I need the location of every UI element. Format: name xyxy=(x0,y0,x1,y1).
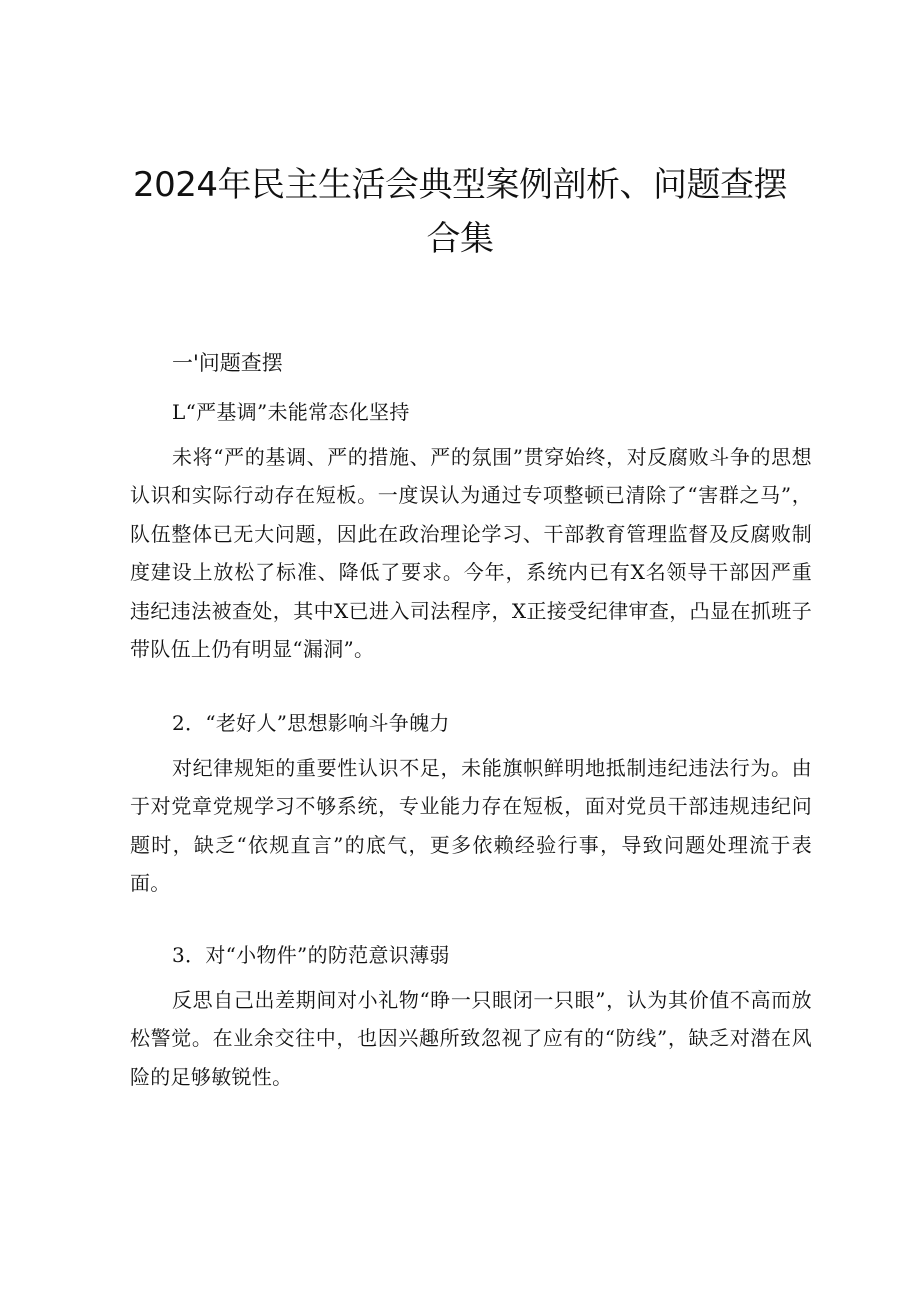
document-title xyxy=(110,158,810,266)
item-paragraph-3: 反思自己出差期间对小礼物“睁一只眼闭一只眼”，认为其价值不高而放松警觉。在业余交往中，也因兴趣所致忽视了应有的“防线”，缺乏对潜在风险的足够敏锐性。 xyxy=(130,988,812,1089)
item-paragraph-2: 对纪律规矩的重要性认识不足，未能旗帜鲜明地抵制违纪违法行为。由于对党章党规学习不够系统，专业能力存在短板，面对党员干部违规违纪问题时，缺乏“依规直言”的底气，更多依赖经验行事，导致问题处理流于表面。 xyxy=(130,756,812,896)
item-heading-3: 3．对“小物件”的防范意识薄弱 xyxy=(172,943,450,967)
item-heading-1: L“严基调”未能常态化坚持 xyxy=(172,400,410,424)
item-paragraph-1: 未将“严的基调、严的措施、严的氛围”贯穿始终，对反腐败斗争的思想认识和实际行动存在短板。一度误认为通过专项整顿已清除了“害群之马”，队伍整体已无大问题，因此在政治理论学习、干部教育管理监督及反腐败制度建设上放松了标准、降低了要求。今年，系统内已有X名领导干部因严重违纪违法被查处，其中X已进入司法程序，X正接受纪律审查，凸显在抓班子带队伍上仍有明显“漏洞”。 xyxy=(130,445,812,662)
document-title-line-1: 2024年民主生活会典型案例剖析、问题查摆 xyxy=(132,165,788,205)
document-title-line-2: 合集 xyxy=(426,219,494,259)
section-heading: 一'问题查摆 xyxy=(172,351,283,375)
item-heading-2: 2．“老好人”思想影响斗争魄力 xyxy=(172,711,450,735)
